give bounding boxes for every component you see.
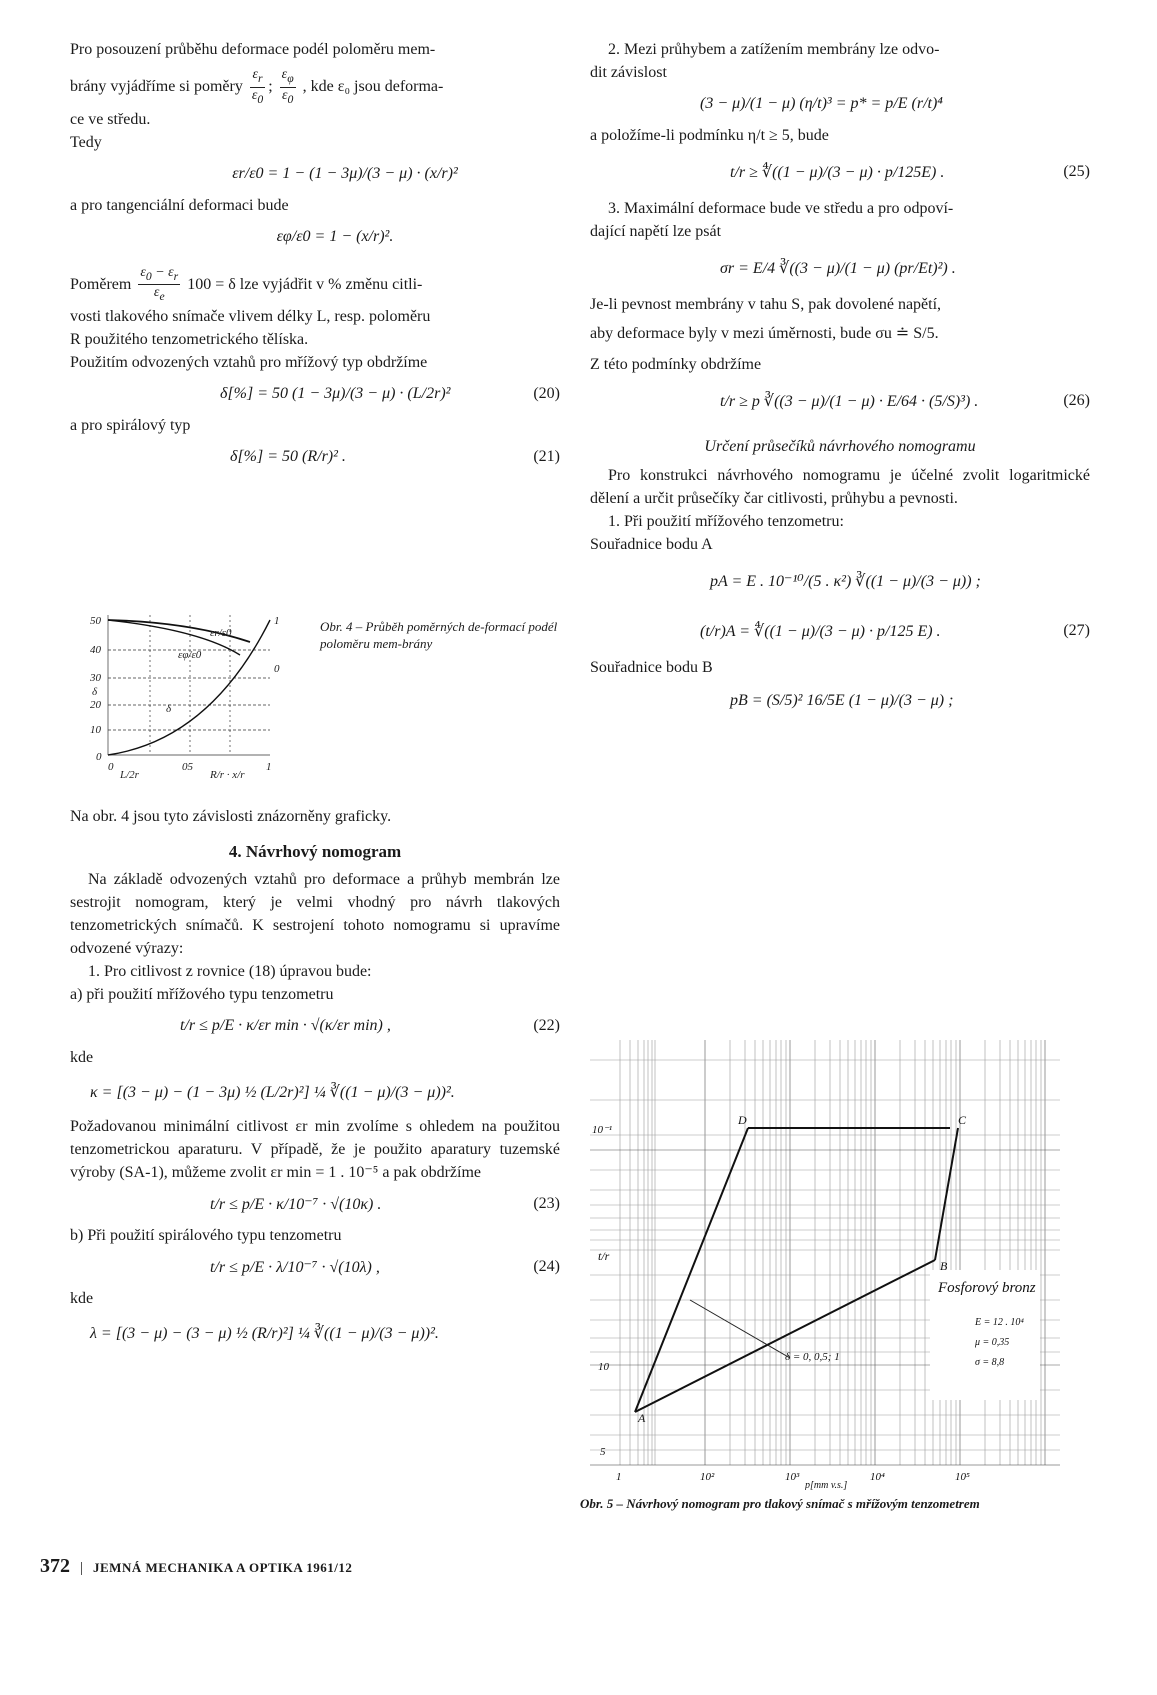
p3-line-2: dající napětí lze psát	[590, 223, 722, 240]
equation-20: δ[%] = 50 (1 − 3μ)/(3 − μ) · (L/2r)² (20)	[220, 385, 560, 403]
fig4-xlabel-2: R/r · x/r	[210, 769, 245, 780]
equation-21: δ[%] = 50 (R/r)² . (21)	[230, 448, 560, 466]
figure-4-plot	[70, 610, 300, 780]
equation-27: (t/r)A = ∜((1 − μ)/(3 − μ) · p/125 E) . (27)	[700, 622, 1090, 640]
left-column-lower	[70, 805, 560, 1356]
aby-text: aby deformace byly v mezi úměrnosti, bude σu ≐ S/5.	[590, 325, 939, 342]
na-obr-text: Na obr. 4 jsou tyto závislosti znázorněny graficky.	[70, 808, 392, 825]
section-4-heading: 4. Návrhový nomogram	[228, 842, 402, 861]
kde-2: kde	[70, 1290, 94, 1307]
fig4-ylabel: δ	[92, 686, 98, 698]
tangential-text: a pro tangenciální deformaci bude	[70, 196, 289, 214]
fig5-xlabel: p[mm v.s.]	[805, 1480, 848, 1490]
equation-25: t/r ≥ ∜((1 − μ)/(3 − μ) · p/125E) . (25)	[730, 163, 1090, 181]
p2-line-2: dit závislost	[590, 64, 667, 81]
fig4-ytick-4: 10	[90, 724, 101, 736]
tedy: Tedy	[70, 133, 102, 151]
jeli-text: Je-li pevnost membrány v tahu S, pak dovolené napětí,	[590, 296, 942, 313]
pozadovanou-para: Požadovanou minimální citlivost εr min zvolíme s ohledem na použitou tenzometrickou aparaturu. V případě, že je použito aparatury tuzemské výroby (SA-1), můžeme zvolit εr min = 1 . 10⁻⁵ a pak obdržíme	[70, 1118, 560, 1181]
section-4-para-2: 1. Pro citlivost z rovnice (18) úpravou bude:	[88, 963, 372, 980]
right-column	[590, 38, 1090, 723]
fig4-label-er: εr/ε0	[210, 627, 232, 639]
fig5-xtick-0: 1	[616, 1471, 622, 1483]
equation-ephi: εφ/ε0 = 1 − (x/r)².	[276, 227, 394, 245]
fig5-ylabel: t/r	[598, 1249, 610, 1263]
intro-line-3: ce ve středu.	[70, 110, 151, 128]
fig5-param-mu: μ = 0,35	[975, 1337, 1010, 1348]
fig5-ytick-0: 10⁻¹	[592, 1124, 613, 1136]
page-footer: 372 | JEMNÁ MECHANIKA A OPTIKA 1961/12	[40, 1555, 353, 1577]
fig5-point-A: A	[638, 1411, 646, 1425]
fig4-ytick-0: 50	[90, 615, 101, 627]
fig5-line-AB	[635, 1260, 935, 1412]
fig5-xtick-3: 10⁴	[870, 1471, 885, 1483]
fig4-xtick-0: 0	[108, 761, 114, 773]
nomogram-subheading: Určení průsečíků návrhového nomogramu	[704, 438, 976, 455]
fig4-xlabel-1: L/2r	[120, 769, 139, 780]
bod-a-label: Souřadnice bodu A	[590, 536, 713, 553]
vosti-line-1: vosti tlakového snímače vlivem délky L, resp. poloměru	[70, 308, 431, 326]
p2-line-1: 2. Mezi průhybem a zatížením membrány lze odvo-	[608, 41, 940, 58]
fig4-label-ephi: εφ/ε0	[178, 649, 202, 661]
fig4-ytick-3: 20	[90, 699, 101, 711]
fig5-xtick-1: 10²	[700, 1471, 715, 1483]
p3-line-1: 3. Maximální deformace bude ve středu a pro odpoví-	[608, 200, 954, 217]
section-4-para-1: Na základě odvozených vztahů pro deformace a průhyb membrán lze sestrojit nomogram, který je velmi vhodný pro návrh tlakových tenzometrických snímačů. K sestrojení tohoto nomogramu si upravíme odvozené výrazy:	[70, 871, 560, 957]
ratio-ephi: $\frac{\varepsilon_\varphi}{\varepsilon_0}$	[281, 67, 294, 106]
polozime-text: a položíme-li podmínku η/t ≥ 5, bude	[590, 127, 829, 144]
pro-konstrukci-para: Pro konstrukci návrhového nomogramu je účelné zvolit logaritmické dělení a určit průsečíky čar citlivosti, průhybu a pevnosti.	[590, 467, 1090, 507]
fig5-xtick-2: 10³	[785, 1471, 800, 1483]
fig4-ytick-5: 0	[96, 751, 102, 763]
fig5-ytick-2: 5	[600, 1446, 606, 1458]
fig4-ytick-2: 30	[90, 672, 101, 684]
spiral-text: a pro spirálový typ	[70, 417, 191, 435]
equation-pB: pB = (S/5)² 16/5E (1 − μ)/(3 − μ) ;	[730, 692, 954, 709]
figure-5-nomogram	[590, 1040, 1080, 1490]
bod-b-label: Souřadnice bodu B	[590, 659, 713, 676]
fig5-xtick-4: 10⁵	[955, 1471, 970, 1483]
equation-pA: pA = E . 10⁻¹⁰/(5 . κ²) ∛((1 − μ)/(3 − μ)) ;	[710, 573, 981, 590]
fig5-point-D: D	[738, 1113, 747, 1127]
equation-er: εr/ε0 = 1 − (1 − 3μ)/(3 − μ) · (x/r)²	[232, 164, 458, 182]
equation-22: t/r ≤ p/E · κ/εr min · √(κ/εr min) , (22)	[180, 1017, 560, 1034]
figure-5-caption: Obr. 5 – Návrhový nomogram pro tlakový snímač s mřížovým tenzometrem	[580, 1496, 980, 1511]
pomerem-line: Poměrem $\frac{\varepsilon_0 - \varepsilon_r}{\varepsilon_e}$ 100 = δ lze vyjádřit v % změnu citli-	[70, 264, 423, 304]
ratio-er: $\frac{\varepsilon_r}{\varepsilon_0}$	[251, 67, 264, 106]
left-column	[70, 38, 560, 477]
fig5-material-label: Fosforový bronz	[938, 1280, 1036, 1296]
equation-lambda: λ = [(3 − μ) − (3 − μ) ½ (R/r)²] ¼ ∛((1 − μ)/(3 − μ))².	[90, 1325, 439, 1342]
equation-26: t/r ≥ p ∛((3 − μ)/(1 − μ) · E/64 · (5/S)³) . (26)	[720, 392, 1090, 410]
fig5-point-C: C	[958, 1113, 967, 1127]
equation-24: t/r ≤ p/E · λ/10⁻⁷ · √(10λ) , (24)	[210, 1258, 560, 1276]
fig4-ytick-1: 40	[90, 644, 101, 656]
equation-sigma: σr = E/4 ∛((3 − μ)/(1 − μ) (pr/Et)²) .	[720, 260, 956, 277]
journal-name: JEMNÁ MECHANIKA A OPTIKA 1961/12	[93, 1560, 353, 1575]
fig5-param-sigma: σ = 8,8	[975, 1357, 1005, 1368]
fig5-param-E: E = 12 . 10⁴	[975, 1317, 1024, 1328]
page-number: 372	[40, 1555, 70, 1577]
intro-line-2: brány vyjádříme si poměry $\frac{\varepsilon_r}{\varepsilon_0}$ ; $\frac{\varepsilon_\varphi}{\varepsilon_0}$ , kde ε₀ jsou deforma-	[70, 67, 444, 106]
section-4-para-3: a) při použití mřížového typu tenzometru	[70, 986, 334, 1003]
b-spiral-text: b) Při použití spirálového typu tenzometru	[70, 1227, 342, 1244]
fig4-rtick-0: 0	[274, 663, 280, 675]
kde-1: kde	[70, 1049, 94, 1066]
equation-23: t/r ≤ p/E · κ/10⁻⁷ · √(10κ) . (23)	[210, 1195, 560, 1213]
fig4-xtick-2: 1	[266, 761, 272, 773]
fig5-ytick-1: 10	[598, 1361, 609, 1373]
fig4-label-delta: δ	[166, 703, 172, 715]
figure-4-caption: Obr. 4 – Průběh poměrných de-formací podél poloměru mem-brány	[320, 619, 558, 651]
pouzitim-line: Použitím odvozených vztahů pro mřížový typ obdržíme	[70, 354, 428, 372]
intro-line-1: Pro posouzení průběhu deformace podél poloměru mem-	[70, 41, 436, 58]
fig4-xtick-1: 05	[182, 761, 193, 773]
fig5-delta-note: δ = 0, 0,5; 1	[785, 1351, 840, 1363]
p1-mrizovy: 1. Při použití mřížového tenzometru:	[608, 513, 844, 530]
vosti-line-2: R použitého tenzometrického tělíska.	[70, 331, 309, 349]
ztete-text: Z této podmínky obdržíme	[590, 356, 762, 373]
fig5-point-B: B	[940, 1259, 948, 1273]
equation-kappa: κ = [(3 − μ) − (1 − 3μ) ½ (L/2r)²] ¼ ∛((1 − μ)/(3 − μ))².	[90, 1084, 455, 1101]
equation-deflection: (3 − μ)/(1 − μ) (η/t)³ = p* = p/E (r/t)⁴	[700, 95, 943, 112]
fig4-rtick-1: 1	[274, 615, 280, 627]
